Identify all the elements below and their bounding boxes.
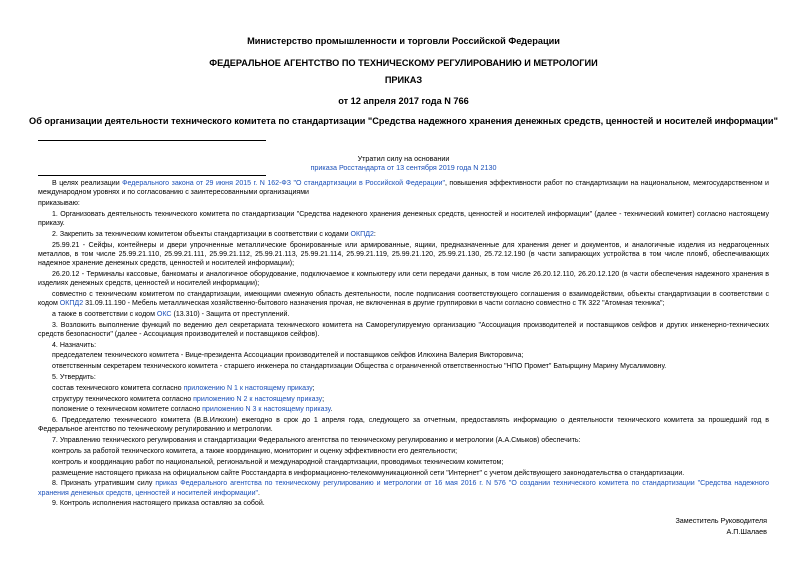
paragraph: совместно с техническим комитетом по стандартизации, имеющими смежную область деятельности, после подписания соответствующего соглашения о взаимодействии, объекты стандартизации в соответствии с кодом ОКПД2 31.09.11.190 - Мебель металлическая хозяйственно-бытового назначения прочая, не включенная в другие группировки в части согласно совместно с ТК 322 "Атомная техника"; — [38, 290, 769, 307]
signature-position: Заместитель Руководителя — [675, 516, 767, 525]
paragraph: 2. Закрепить за техническим комитетом объекты стандартизации в соответствии с кодами ОКПД2: — [52, 230, 376, 238]
paragraph: структуру технического комитета согласно приложению N 2 к настоящему приказу; — [52, 395, 325, 403]
paragraph: контроль за работой технического комитета, а также координацию, мониторинг и оценку эффективности его деятельности; — [52, 447, 458, 455]
okpd2-link[interactable]: ОКПД2 — [59, 300, 84, 307]
document-title: Об организации деятельности технического комитета по стандартизации "Средства надежного хранения денежных средств, ценностей и носителей информации" — [29, 116, 778, 126]
paragraph: 9. Контроль исполнения настоящего приказа оставляю за собой. — [52, 500, 265, 508]
appendix-1-link[interactable]: приложению N 1 к настоящему приказу — [183, 384, 313, 392]
paragraph: 8. Признать утратившим силу приказ Федерального агентства по техническому регулированию и метрологии от 16 мая 2016 г. N 576 "О создании технического комитета по стандартизации "Средства надежного хранения денежных средств, ценностей и носителей информации". — [38, 480, 769, 497]
document-body — [38, 179, 769, 510]
paragraph: председателем технического комитета - Вице-президента Ассоциации производителей и поставщиков сейфов Илюхина Валерия Викторовича; — [52, 352, 524, 360]
paragraph: а также в соответствии с кодом ОКС (13.310) - Защита от преступлений. — [52, 310, 290, 318]
appendix-2-link[interactable]: приложению N 2 к настоящему приказу — [193, 395, 323, 403]
paragraph: ответственным секретарем технического комитета - старшего инженера по стандартизации Общества с ограниченной ответственностью "НПО Промет" Батырщину Марину Мусалимовну. — [52, 363, 667, 371]
document-type: ПРИКАЗ — [384, 75, 423, 85]
paragraph: размещение настоящего приказа на официальном сайте Росстандарта в информационно-телекоммуникационной сети "Интернет" с учетом действующего законодательства о стандартизации. — [52, 469, 685, 477]
paragraph: состав технического комитета согласно приложению N 1 к настоящему приказу; — [52, 384, 315, 392]
paragraph: контроль и координацию работ по национальной, региональной и международной стандартизации, проводимых техническим комитетом; — [52, 458, 504, 466]
divider-top — [38, 140, 266, 141]
paragraph: В целях реализации Федерального закона от 29 июня 2015 г. N 162-ФЗ "О стандартизации в Российской Федерации", повышения эффективности работ по стандартизации на национальном, межгосударственном и международном уровнях и по согласованию с заинтересованными организациями — [38, 180, 769, 197]
paragraph: 7. Управлению технического регулирования и стандартизации Федерального агентства по техническому регулированию и метрологии (А.А.Смыков) обеспечить: — [52, 437, 581, 445]
paragraph: 6. Председателю технического комитета (В.В.Илюхин) ежегодно в срок до 1 апреля года, следующего за отчетным, предоставлять информацию о деятельности технического комитета за прошедший год в Федеральное агентство по техническому регулированию и метрологии. — [38, 417, 769, 434]
paragraph: 1. Организовать деятельность технического комитета по стандартизации "Средства надежного хранения денежных средств, ценностей и носителей информации" (далее - технический комитет) согласно настоящему приказу. — [38, 210, 769, 227]
oks-link[interactable]: ОКС — [156, 310, 172, 318]
paragraph: 3. Возложить выполнение функций по ведению дел секретариата технического комитета на Саморегулируемую организацию "Ассоциация производителей и поставщиков сейфов и других инженерно-технических средств безопасности" (далее - Ассоциация производителей и поставщиков сейфов). — [38, 321, 769, 338]
repealed-order-link[interactable]: приказ Федерального агентства по техническому регулированию и метрологии от 16 мая 2016 г. N 576 "О создании технического комитета по стандартизации "Средства надежного хранения денежных средств, ценностей и носителей информации" — [38, 480, 769, 497]
ministry-name: Министерство промышленности и торговли Российской Федерации — [247, 36, 560, 46]
appendix-3-link[interactable]: приложению N 3 к настоящему приказу — [202, 406, 331, 414]
paragraph: 25.99.21 - Сейфы, контейнеры и двери упрочненные металлические бронированные или армированные, ящики, предназначенные для хранения денег и документов, и аналогичные изделия из недрагоценных металлов, в том числе 25.99.21.110, 25.99.21.111, 25.99.21.112, 25.99.21.113, 25.99.21.114, 25.99.21.119, 25.99.21.120, 25.99.21.130, 25.72.12.190 (в части запирающих устройства в том числе пломб, обеспечивающих надежное хранение денежных средств, ценностей и носителей информации); — [38, 241, 769, 267]
repeal-notice-link[interactable]: приказа Росстандарта от 13 сентября 2019 года N 2130 — [310, 163, 497, 172]
paragraph: 5. Утвердить: — [52, 373, 96, 381]
repeal-notice: Утратил силу на основании — [357, 154, 450, 163]
agency-name: ФЕДЕРАЛЬНОЕ АГЕНТСТВО ПО ТЕХНИЧЕСКОМУ РЕГУЛИРОВАНИЮ И МЕТРОЛОГИИ — [209, 58, 598, 68]
paragraph: положение о техническом комитете согласно приложению N 3 к настоящему приказу. — [52, 406, 333, 414]
document-date-number: от 12 апреля 2017 года N 766 — [338, 96, 469, 106]
paragraph: приказываю: — [38, 200, 80, 207]
paragraph: 26.20.12 - Терминалы кассовые, банкоматы и аналогичное оборудование, подключаемое к компьютеру или сети передачи данных, в том числе 26.20.12.110, 26.20.12.120 (в части обеспечения надежного хранения в изделиях денежных средств, ценностей и носителей информации); — [38, 270, 769, 287]
signature-name: А.П.Шалаев — [726, 527, 767, 536]
okpd2-link[interactable]: ОКПД2 — [350, 230, 374, 238]
law-link[interactable]: Федерального закона от 29 июня 2015 г. N 162-ФЗ "О стандартизации в Российской Федерации" — [122, 180, 445, 187]
divider-bottom — [38, 175, 266, 176]
paragraph: 4. Назначить: — [52, 341, 97, 349]
